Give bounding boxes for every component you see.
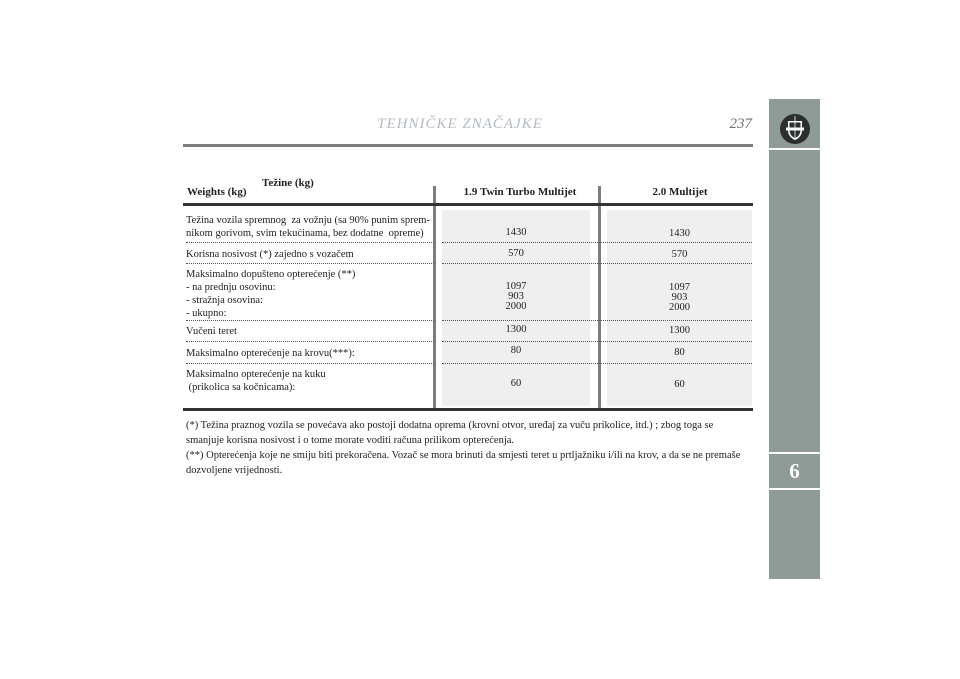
page-header-title: TEHNIČKE ZNAČAJKE [377, 116, 543, 132]
row-separator [442, 263, 752, 264]
row-separator [186, 320, 434, 321]
chapter-number: 6 [789, 459, 800, 483]
table-cell: 1430 [505, 227, 527, 238]
header-rule [183, 144, 753, 147]
column-header-2: 2.0 Multijet [652, 186, 708, 198]
tab-separator [769, 148, 820, 150]
table-row-label: Težina vozila spremnog za vožnju (sa 90% punim sprem- nikom gorivom, svim tekućinama, bez dodatne opreme) [186, 215, 430, 239]
table-cell: 1300 [669, 325, 690, 336]
footnotes [186, 418, 752, 478]
table-cell: 570 [508, 248, 524, 259]
page-number: 237 [729, 116, 752, 132]
table-row-label: Maksimalno dopušteno opterećenje (**) - na prednju osovinu: - stražnja osovina: - ukupno: [186, 269, 356, 319]
row-separator [186, 263, 434, 264]
row-separator [442, 320, 752, 321]
row-separator [186, 242, 434, 243]
column-header-1: 1.9 Twin Turbo Multijet [463, 186, 577, 198]
table-cell: 1097 903 2000 [669, 282, 690, 313]
lancia-shield-icon [779, 113, 811, 145]
row-separator [442, 341, 752, 342]
table-row-label: Maksimalno opterećenje na krovu(***): [186, 348, 355, 359]
table-cell: 80 [510, 345, 522, 356]
tab-separator [769, 488, 820, 490]
weights-label-en: Weights (kg) [187, 186, 247, 198]
row-separator [442, 363, 752, 364]
chapter-side-tab [769, 99, 820, 579]
row-separator [442, 242, 752, 243]
weights-label-hr: Težine (kg) [262, 177, 314, 189]
footnote: (**) Opterećenja koje ne smiju biti prekoračena. Vozač se mora brinuti da smjesti teret u prtljažniku i/ili na krov, a da se ne premaše dozvoljene vrijednosti. [186, 450, 741, 476]
column-divider [598, 186, 601, 410]
row-separator [186, 363, 434, 364]
footnote: (*) Težina praznog vozila se povećava ako postoji dodatna oprema (krovni otvor, uređaj za vuču prikolice, itd.) ; zbog toga se smanjuje korisna nosivost i o tome morate voditi računa prilikom opterećenja. [186, 420, 714, 446]
table-row-label: Maksimalno opterećenje na kuku (prikolica sa kočnicama): [186, 369, 326, 393]
row-separator [186, 341, 434, 342]
table-cell: 60 [510, 378, 522, 389]
table-cell: 80 [674, 347, 685, 358]
table-cell: 1300 [505, 324, 527, 335]
table-cell: 1097 903 2000 [505, 281, 527, 312]
table-top-rule [183, 203, 753, 206]
table-row-label: Korisna nosivost (*) zajedno s vozačem [186, 249, 354, 260]
table-cell: 570 [671, 249, 688, 260]
table-cell: 1430 [669, 228, 690, 239]
table-bottom-rule [183, 408, 753, 411]
table-row-label: Vučeni teret [186, 326, 237, 337]
column-divider [433, 186, 436, 410]
table-cell: 60 [674, 379, 685, 390]
